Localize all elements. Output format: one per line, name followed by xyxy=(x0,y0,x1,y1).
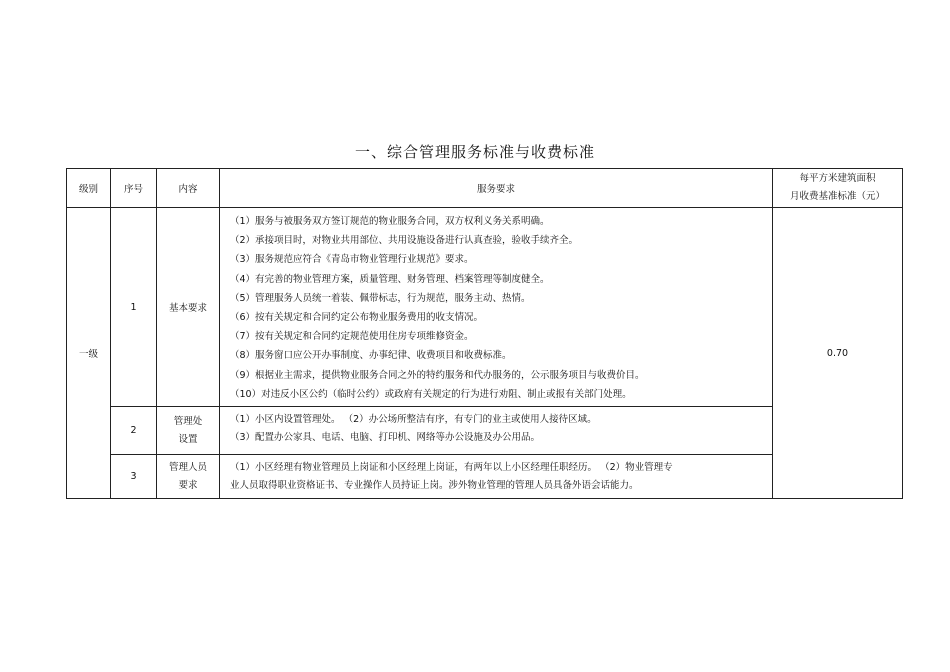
requirements-cell xyxy=(220,455,773,499)
content-cell: 基本要求 xyxy=(157,208,220,407)
requirement-item: （4）有完善的物业管理方案，质量管理、财务管理、档案管理等制度健全。 xyxy=(230,273,550,285)
table-row xyxy=(67,208,903,407)
requirement-item: （3）配置办公家具、电话、电脑、打印机、网络等办公设施及办公用品。 xyxy=(230,432,541,444)
content-line: 要求 xyxy=(178,479,198,491)
seq-cell: 1 xyxy=(111,208,157,407)
standards-table xyxy=(66,168,903,499)
requirement-item: （10）对违反小区公约（临时公约）或政府有关规定的行为进行劝阻、制止或报有关部门处理。 xyxy=(230,388,632,400)
requirement-item: （5）管理服务人员统一着装、佩带标志，行为规范，服务主动、热情。 xyxy=(230,292,531,304)
requirement-item: （1）服务与被服务双方签订规范的物业服务合同，双方权利义务关系明确。 xyxy=(230,216,550,227)
requirement-item: （8）服务窗口应公开办事制度、办事纪律、收费项目和收费标准。 xyxy=(230,350,512,362)
requirement-item: （7）按有关规定和合同约定规范使用住房专项维修资金。 xyxy=(230,331,474,343)
content-line: 设置 xyxy=(178,433,198,445)
content-line: 管理人员 xyxy=(168,461,207,473)
content-line: 管理处 xyxy=(173,415,203,427)
header-row xyxy=(67,169,903,208)
level-cell: 一级 xyxy=(67,208,111,499)
header-content: 内容 xyxy=(157,169,220,208)
requirement-item: （6）按有关规定和合同约定公布物业服务费用的收支情况。 xyxy=(230,312,484,324)
seq-cell: 2 xyxy=(111,407,157,455)
requirement-item: （1）小区内设置管理处。 （2）办公场所整洁有序，有专门的业主或使用人接待区域。 xyxy=(230,414,597,426)
seq-cell: 3 xyxy=(111,455,157,499)
content-cell xyxy=(157,455,220,499)
header-fee xyxy=(773,169,903,208)
requirement-item: （3）服务规范应符合《青岛市物业管理行业规范》要求。 xyxy=(230,254,474,266)
page-title: 一、综合管理服务标准与收费标准 xyxy=(354,143,595,161)
header-level: 级别 xyxy=(67,169,111,208)
requirement-item: （9）根据业主需求，提供物业服务合同之外的特约服务和代办服务的，公示服务项目与收费价目。 xyxy=(230,369,645,381)
requirement-item: （2）承接项目时，对物业共用部位、共用设施设备进行认真查验，验收手续齐全。 xyxy=(230,235,579,247)
header-requirements: 服务要求 xyxy=(220,169,773,208)
requirements-cell xyxy=(220,407,773,455)
requirement-item: 业人员取得职业资格证书、专业操作人员持证上岗。涉外物业管理的管理人员具备外语会话能力。 xyxy=(230,480,639,492)
header-fee-line2: 月收费基准标准（元） xyxy=(789,191,885,202)
header-seq: 序号 xyxy=(111,169,157,208)
content-cell xyxy=(157,407,220,455)
fee-cell: 0.70 xyxy=(773,208,903,499)
requirements-cell xyxy=(220,208,773,407)
header-fee-line1: 每平方米建筑面积 xyxy=(799,173,876,184)
requirement-item: （1）小区经理有物业管理员上岗证和小区经理上岗证，有两年以上小区经理任职经历。 （2）物业管理专 xyxy=(230,462,673,474)
